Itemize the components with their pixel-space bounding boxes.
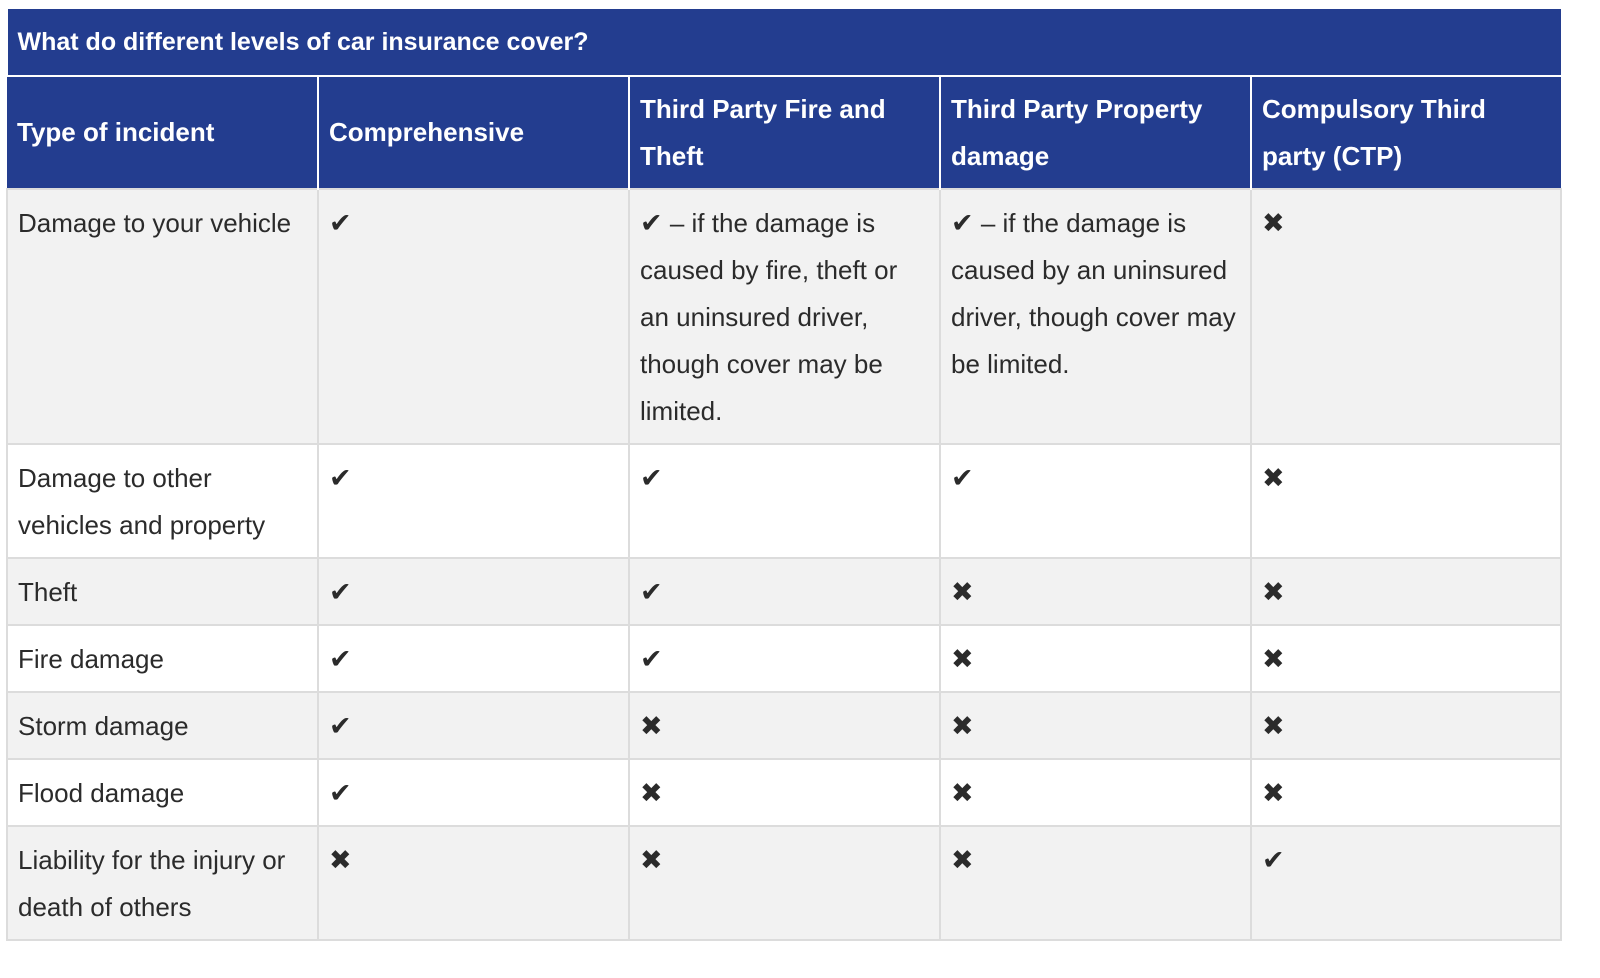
cross-mark-icon: ✖ — [1262, 208, 1285, 238]
incident-type-cell: Liability for the injury or death of others — [7, 826, 318, 940]
coverage-cell — [1251, 692, 1561, 759]
check-mark-icon: ✔ — [640, 577, 663, 607]
header-third-party-property: Third Party Property damage — [940, 76, 1251, 189]
coverage-cell — [318, 826, 629, 940]
coverage-cell — [629, 189, 940, 444]
coverage-cell — [629, 558, 940, 625]
coverage-cell — [318, 625, 629, 692]
coverage-cell — [940, 826, 1251, 940]
table-row — [7, 826, 1561, 940]
check-mark-icon: ✔ — [329, 577, 352, 607]
cross-mark-icon: ✖ — [1262, 644, 1285, 674]
header-comprehensive: Comprehensive — [318, 76, 629, 189]
header-type-of-incident: Type of incident — [7, 76, 318, 189]
coverage-cell — [318, 189, 629, 444]
cross-mark-icon: ✖ — [1262, 778, 1285, 808]
table-row — [7, 759, 1561, 826]
table-caption-row — [7, 9, 1561, 77]
check-mark-icon: ✔ — [951, 208, 974, 238]
coverage-cell — [940, 692, 1251, 759]
cross-mark-icon: ✖ — [951, 644, 974, 674]
header-ctp: Compulsory Third party (CTP) — [1251, 76, 1561, 189]
table-row — [7, 558, 1561, 625]
coverage-cell — [629, 625, 940, 692]
check-mark-icon: ✔ — [329, 644, 352, 674]
coverage-cell — [940, 444, 1251, 558]
incident-type-cell: Theft — [7, 558, 318, 625]
coverage-cell — [1251, 625, 1561, 692]
check-mark-icon: ✔ — [329, 208, 352, 238]
coverage-cell — [318, 692, 629, 759]
check-mark-icon: ✔ — [1262, 845, 1285, 875]
coverage-cell — [1251, 444, 1561, 558]
coverage-cell — [940, 189, 1251, 444]
cross-mark-icon: ✖ — [951, 778, 974, 808]
cross-mark-icon: ✖ — [1262, 711, 1285, 741]
cross-mark-icon: ✖ — [640, 845, 663, 875]
incident-type-cell: Damage to other vehicles and property — [7, 444, 318, 558]
cross-mark-icon: ✖ — [951, 577, 974, 607]
check-mark-icon: ✔ — [329, 711, 352, 741]
incident-type-cell: Fire damage — [7, 625, 318, 692]
coverage-cell — [1251, 558, 1561, 625]
cross-mark-icon: ✖ — [640, 778, 663, 808]
header-third-party-fire-theft: Third Party Fire and Theft — [629, 76, 940, 189]
table-row — [7, 625, 1561, 692]
insurance-cover-table-container — [6, 8, 1560, 941]
table-header-row — [7, 76, 1561, 189]
table-row — [7, 444, 1561, 558]
coverage-cell — [1251, 826, 1561, 940]
table-row — [7, 189, 1561, 444]
cross-mark-icon: ✖ — [1262, 577, 1285, 607]
coverage-cell — [318, 759, 629, 826]
incident-type-cell: Damage to your vehicle — [7, 189, 318, 444]
incident-type-cell: Flood damage — [7, 759, 318, 826]
table-caption: What do different levels of car insurance cover? — [7, 9, 1561, 77]
coverage-cell — [629, 759, 940, 826]
coverage-cell — [1251, 189, 1561, 444]
check-mark-icon: ✔ — [951, 463, 974, 493]
cross-mark-icon: ✖ — [329, 845, 352, 875]
check-mark-icon: ✔ — [640, 463, 663, 493]
check-mark-icon: ✔ — [640, 208, 663, 238]
coverage-cell — [940, 625, 1251, 692]
table-row — [7, 692, 1561, 759]
coverage-cell — [629, 826, 940, 940]
table-body — [7, 189, 1561, 940]
cross-mark-icon: ✖ — [951, 711, 974, 741]
coverage-cell — [940, 759, 1251, 826]
cross-mark-icon: ✖ — [951, 845, 974, 875]
cross-mark-icon: ✖ — [640, 711, 663, 741]
coverage-cell — [629, 692, 940, 759]
insurance-cover-table — [6, 8, 1562, 941]
coverage-cell — [940, 558, 1251, 625]
cross-mark-icon: ✖ — [1262, 463, 1285, 493]
coverage-cell — [318, 558, 629, 625]
check-mark-icon: ✔ — [640, 644, 663, 674]
coverage-cell — [1251, 759, 1561, 826]
check-mark-icon: ✔ — [329, 463, 352, 493]
check-mark-icon: ✔ — [329, 778, 352, 808]
coverage-note: – if the damage is caused by an uninsured driver, though cover may be limited. — [951, 208, 1236, 379]
incident-type-cell: Storm damage — [7, 692, 318, 759]
coverage-note: – if the damage is caused by fire, theft or an uninsured driver, though cover may be limited. — [640, 208, 898, 426]
coverage-cell — [629, 444, 940, 558]
coverage-cell — [318, 444, 629, 558]
